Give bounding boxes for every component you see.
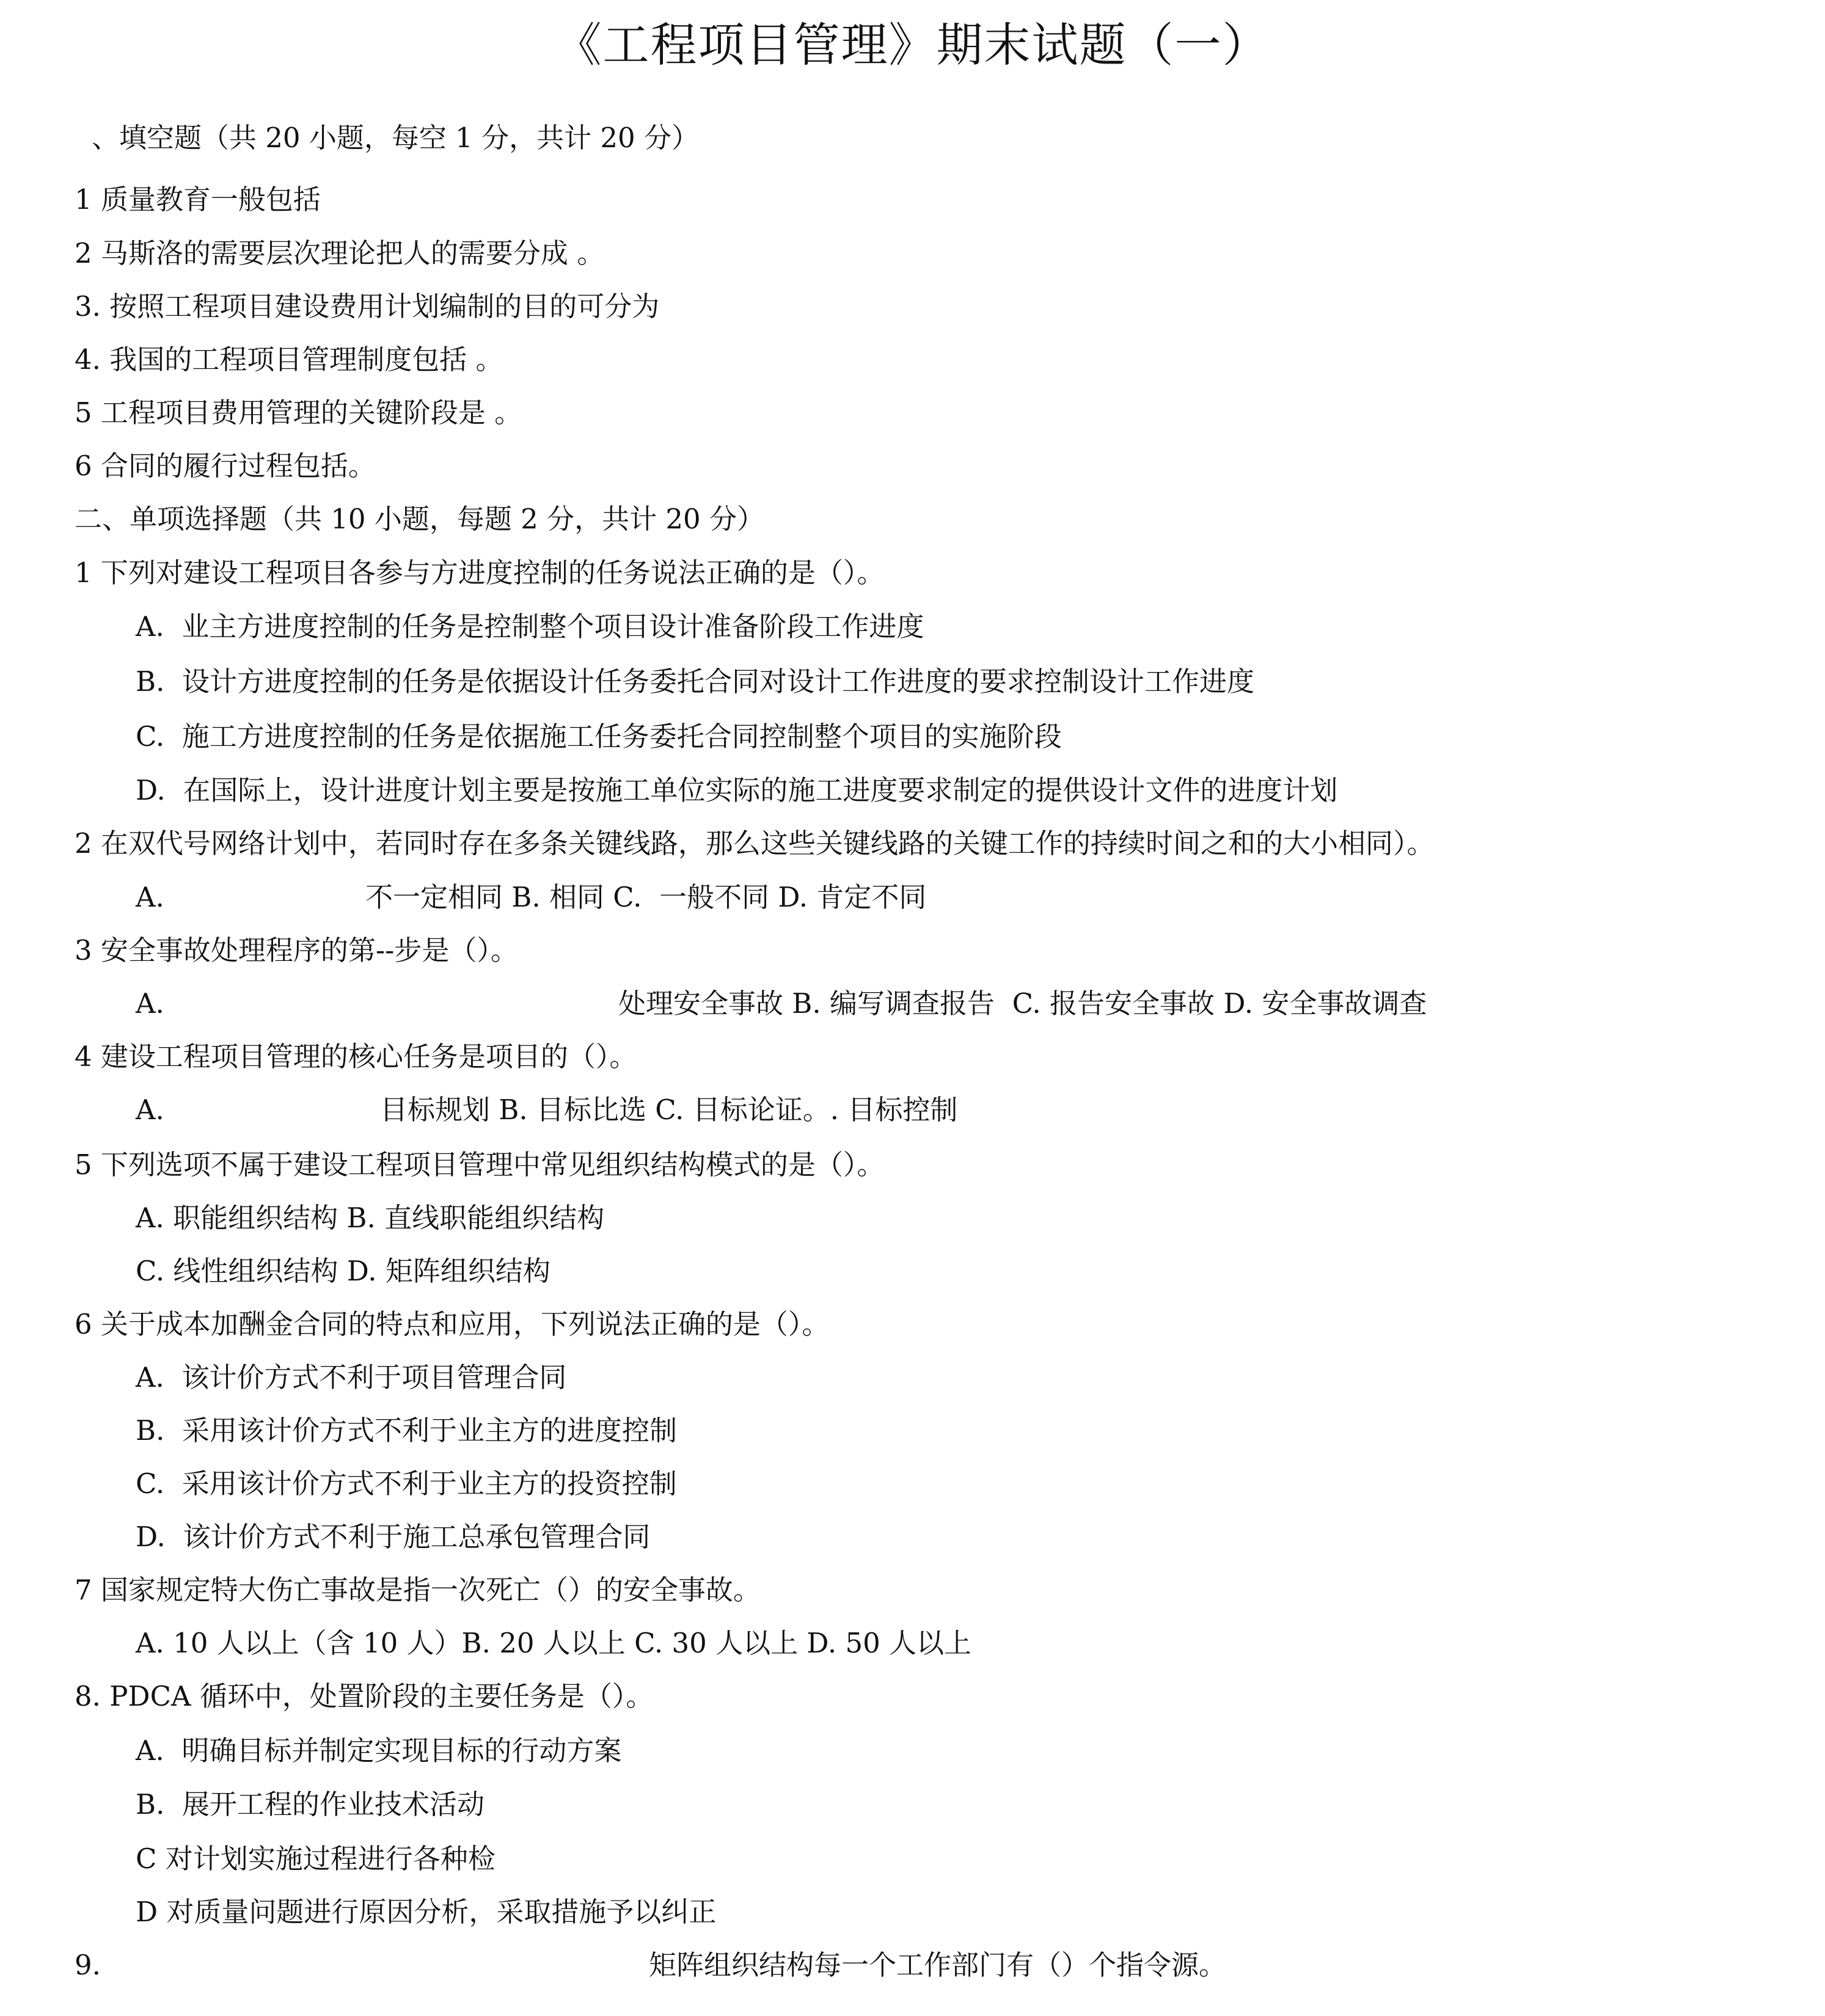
question-6-option-d: D. 该计价方式不利于施工总承包管理合同 (136, 1521, 651, 1553)
question-3-options: 处理安全事故 B. 编写调查报告 C. 报告安全事故 D. 安全事故调查 (618, 987, 1427, 1020)
question-1-option-d: D. 在国际上，设计进度计划主要是按施工单位实际的施工进度要求制定的提供设计文件的进度计划 (136, 774, 1338, 806)
question-5-options-ab: A. 职能组织结构 B. 直线职能组织结构 (136, 1202, 605, 1234)
question-8-option-b: B. 展开工程的作业技术活动 (136, 1788, 485, 1821)
question-8-option-a: A. 明确目标并制定实现目标的行动方案 (136, 1734, 622, 1767)
page-title: 《工程项目管理》期末试题（一） (555, 18, 1270, 72)
question-3-stem: 3 安全事故处理程序的第--步是（）。 (75, 934, 518, 966)
fill-blank-item-5: 5 工程项目费用管理的关键阶段是 。 (75, 396, 522, 429)
question-3-option-label: A. (136, 987, 164, 1020)
question-4-option-label: A. (136, 1094, 164, 1126)
question-6-stem: 6 关于成本加酬金合同的特点和应用，下列说法正确的是（）。 (75, 1308, 830, 1340)
question-7-options: A. 10 人以上（含 10 人）B. 20 人以上 C. 30 人以上 D. 50 人以上 (136, 1627, 972, 1659)
fill-blank-item-6: 6 合同的履行过程包括。 (75, 450, 376, 482)
question-6-option-a: A. 该计价方式不利于项目管理合同 (136, 1361, 567, 1393)
question-9-number: 9. (75, 1949, 101, 1981)
question-7-stem: 7 国家规定特大伤亡事故是指一次死亡（）的安全事故。 (75, 1574, 761, 1606)
fill-blank-item-2: 2 马斯洛的需要层次理论把人的需要分成 。 (75, 237, 605, 269)
question-1-option-b: B. 设计方进度控制的任务是依据设计任务委托合同对设计工作进度的要求控制设计工作进度 (136, 665, 1254, 698)
fill-blank-item-3: 3. 按照工程项目建设费用计划编制的目的可分为 (75, 290, 660, 323)
question-8-stem: 8. PDCA 循环中，处置阶段的主要任务是（）。 (75, 1680, 654, 1712)
question-6-option-b: B. 采用该计价方式不利于业主方的进度控制 (136, 1414, 677, 1447)
question-2-stem: 2 在双代号网络计划中，若同时存在多条关键线路，那么这些关键线路的关键工作的持续时间之和的大小相同）。 (75, 827, 1435, 860)
question-2-options: 不一定相同 B. 相同 C. 一般不同 D. 肯定不同 (365, 881, 927, 913)
question-5-options-cd: C. 线性组织结构 D. 矩阵组织结构 (136, 1255, 550, 1287)
question-4-options: 目标规划 B. 目标比选 C. 目标论证。. 目标控制 (380, 1094, 958, 1126)
fill-blank-item-4: 4. 我国的工程项目管理制度包括 。 (75, 343, 503, 376)
question-8-option-c: C 对计划实施过程进行各种检 (136, 1843, 496, 1875)
question-8-option-d: D 对质量问题进行原因分析，采取措施予以纠正 (136, 1896, 717, 1928)
question-1-option-c: C. 施工方进度控制的任务是依据施工任务委托合同控制整个项目的实施阶段 (136, 720, 1062, 753)
question-1-option-a: A. 业主方进度控制的任务是控制整个项目设计准备阶段工作进度 (136, 610, 924, 643)
question-9-stem: 矩阵组织结构每一个工作部门有（）个指令源。 (649, 1949, 1227, 1981)
question-6-option-c: C. 采用该计价方式不利于业主方的投资控制 (136, 1467, 677, 1500)
section-heading-single-choice: 二、单项选择题（共 10 小题，每题 2 分，共计 20 分） (75, 503, 764, 535)
fill-blank-item-1: 1 质量教育一般包括 (75, 183, 321, 216)
question-2-option-label: A. (136, 881, 164, 913)
section-heading-fill-blank: 、填空题（共 20 小题，每空 1 分，共计 20 分） (92, 122, 699, 154)
question-4-stem: 4 建设工程项目管理的核心任务是项目的（）。 (75, 1040, 637, 1073)
question-5-stem: 5 下列选项不属于建设工程项目管理中常见组织结构模式的是（）。 (75, 1149, 885, 1181)
question-1-stem: 1 下列对建设工程项目各参与方进度控制的任务说法正确的是（）。 (75, 557, 885, 589)
